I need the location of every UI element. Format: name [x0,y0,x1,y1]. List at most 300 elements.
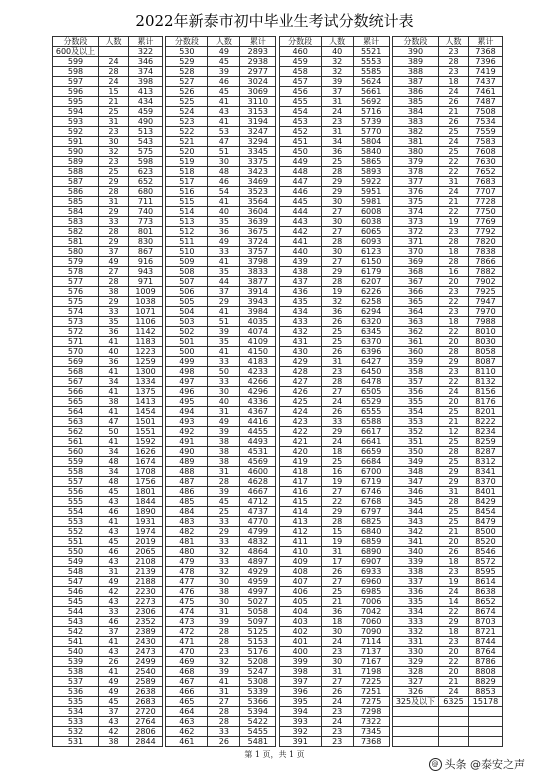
cell-cumulative: 6825 [353,517,389,527]
cell-score-range: 520 [166,147,208,157]
cell-score-range: 506 [166,287,208,297]
cell-count: 41 [208,677,240,687]
cell-score-range: 428 [279,367,321,377]
table-row [279,497,389,507]
cell-score-range: 481 [166,537,208,547]
cell-score-range: 521 [166,137,208,147]
cell-score-range: 510 [166,247,208,257]
cell-cumulative: 6985 [353,587,389,597]
cell-score-range: 442 [279,227,321,237]
table-row [392,67,502,77]
cell-count: 41 [99,337,129,347]
cell-cumulative: 2499 [129,657,163,667]
table-row [279,547,389,557]
table-row [279,427,389,437]
table-row [53,467,163,477]
cell-count: 29 [99,237,129,247]
cell-score-range: 424 [279,407,321,417]
table-row [392,537,502,547]
cell-score-range: 518 [166,167,208,177]
header-score-range: 分数段 [392,37,438,47]
cell-cumulative: 4864 [240,547,276,557]
cell-count: 43 [99,717,129,727]
cell-count: 41 [208,97,240,107]
cell-cumulative: 5176 [240,647,276,657]
cell-count: 29 [321,177,353,187]
table-row [53,267,163,277]
cell-score-range: 334 [392,607,438,617]
table-row [53,407,163,417]
table-row [392,277,502,287]
cell-score-range: 404 [279,607,321,617]
cell-count: 25 [438,127,468,137]
cell-cumulative: 7750 [468,207,502,217]
table-row [392,347,502,357]
cell-cumulative: 575 [129,147,163,157]
cell-count: 19 [438,577,468,587]
cell-score-range: 326 [392,687,438,697]
cell-count: 25 [99,167,129,177]
cell-score-range: 342 [392,527,438,537]
cell-count: 29 [438,477,468,487]
cell-cumulative: 2188 [129,577,163,587]
cell-score-range: 408 [279,567,321,577]
cell-cumulative: 7368 [353,737,389,747]
cell-score-range: 376 [392,187,438,197]
table-row [166,667,276,677]
cell-cumulative: 3024 [240,77,276,87]
cell-count: 26 [438,117,468,127]
table-row [166,607,276,617]
cell-score-range: 599 [53,57,99,67]
table-row [279,317,389,327]
cell-count: 24 [321,107,353,117]
cell-cumulative: 7006 [353,597,389,607]
table-row [166,407,276,417]
cell-count: 32 [208,547,240,557]
cell-count: 32 [99,147,129,157]
table-row [279,57,389,67]
cell-score-range: 551 [53,537,99,547]
cell-score-range: 541 [53,637,99,647]
cell-count: 21 [438,677,468,687]
cell-cumulative: 7902 [468,277,502,287]
cell-count: 47 [208,137,240,147]
cell-count: 46 [208,177,240,187]
cell-cumulative: 6768 [353,497,389,507]
table-row [166,467,276,477]
cell-score-range: 386 [392,87,438,97]
cell-score-range: 549 [53,557,99,567]
cell-cumulative: 2977 [240,67,276,77]
cell-score-range: 389 [392,57,438,67]
table-row [392,257,502,267]
cell-score-range: 441 [279,237,321,247]
cell-score-range: 440 [279,247,321,257]
cell-score-range: 591 [53,137,99,147]
table-row [166,97,276,107]
cell-count: 25 [321,157,353,167]
cell-score-range: 586 [53,187,99,197]
cell-cumulative: 7838 [468,247,502,257]
cell-score-range: 562 [53,427,99,437]
cell-count: 44 [208,277,240,287]
cell-score-range: 457 [279,77,321,87]
cell-count [438,707,468,717]
cell-score-range: 426 [279,387,321,397]
cell-count: 20 [438,537,468,547]
cell-cumulative: 5840 [353,147,389,157]
table-row [392,117,502,127]
table-row [392,187,502,197]
cell-count: 28 [321,517,353,527]
table-row [166,567,276,577]
table-row [166,207,276,217]
cell-count: 48 [208,167,240,177]
cell-count: 25 [321,337,353,347]
table-row [279,457,389,467]
cell-cumulative: 5247 [240,667,276,677]
cell-score-range: 432 [279,327,321,337]
cell-cumulative: 8312 [468,457,502,467]
table-row [53,77,163,87]
cell-count: 36 [321,147,353,157]
cell-cumulative: 1223 [129,347,163,357]
cell-cumulative: 5692 [353,97,389,107]
cell-score-range: 574 [53,307,99,317]
table-row [53,567,163,577]
cell-cumulative: 8786 [468,657,502,667]
cell-count: 37 [99,707,129,717]
cell-cumulative: 7396 [468,57,502,67]
cell-count: 23 [438,67,468,77]
cell-count: 27 [321,207,353,217]
cell-count: 29 [321,507,353,517]
cell-cumulative: 490 [129,117,163,127]
cell-score-range: 540 [53,647,99,657]
header-count: 人数 [208,37,240,47]
cell-cumulative: 3639 [240,217,276,227]
cell-cumulative: 7707 [468,187,502,197]
cell-cumulative: 8853 [468,687,502,697]
cell-count: 22 [438,207,468,217]
cell-score-range: 589 [53,157,99,167]
cell-cumulative: 6478 [353,377,389,387]
table-row [166,717,276,727]
table-row [53,587,163,597]
table-row [279,407,389,417]
table-header-row [166,37,276,47]
cell-cumulative: 1375 [129,387,163,397]
table-row [392,407,502,417]
cell-score-range: 331 [392,637,438,647]
table-row [166,187,276,197]
cell-cumulative: 7988 [468,317,502,327]
cell-score-range: 469 [166,657,208,667]
cell-count: 35 [99,317,129,327]
cell-count: 23 [321,737,353,747]
cell-score-range: 569 [53,357,99,367]
table-row [166,337,276,347]
cell-score-range: 594 [53,107,99,117]
cell-score-range: 377 [392,177,438,187]
table-header-row [53,37,163,47]
cell-cumulative: 5553 [353,57,389,67]
cell-count: 41 [99,407,129,417]
header-cumulative: 累计 [353,37,389,47]
cell-score-range: 413 [279,517,321,527]
cell-count: 28 [99,187,129,197]
table-row [166,657,276,667]
cell-cumulative: 6179 [353,267,389,277]
cell-count: 40 [99,347,129,357]
table-row [166,47,276,57]
cell-score-range: 596 [53,87,99,97]
cell-cumulative: 5922 [353,177,389,187]
table-row [166,677,276,687]
cell-score-range: 367 [392,277,438,287]
cell-score-range: 374 [392,207,438,217]
cell-score-range: 339 [392,557,438,567]
cell-count: 30 [208,387,240,397]
table-row [166,377,276,387]
cell-cumulative: 3943 [240,297,276,307]
cell-cumulative [468,727,502,737]
cell-cumulative: 6396 [353,347,389,357]
table-row [166,417,276,427]
cell-score-range: 501 [166,337,208,347]
score-table-4 [392,36,503,747]
page-footer: 第 1 页，共 1 页 [244,750,305,759]
table-row [392,707,502,717]
cell-cumulative: 4897 [240,557,276,567]
cell-count: 50 [208,367,240,377]
cell-score-range: 507 [166,277,208,287]
cell-cumulative: 2893 [240,47,276,57]
cell-score-range: 448 [279,167,321,177]
cell-score-range: 537 [53,677,99,687]
cell-score-range: 357 [392,377,438,387]
table-row [53,67,163,77]
cell-cumulative: 1454 [129,407,163,417]
table-row [279,507,389,517]
table-row [279,737,389,747]
cell-score-range: 593 [53,117,99,127]
cell-count: 17 [321,557,353,567]
cell-count: 43 [99,597,129,607]
table-row [53,177,163,187]
table-row [279,577,389,587]
table-row [53,427,163,437]
cell-score-range: 557 [53,477,99,487]
cell-cumulative: 4367 [240,407,276,417]
cell-score-range: 378 [392,167,438,177]
table-row [392,687,502,697]
cell-count: 29 [438,467,468,477]
cell-score-range: 414 [279,507,321,517]
cell-score-range: 560 [53,447,99,457]
cell-cumulative: 6093 [353,237,389,247]
cell-count: 19 [321,477,353,487]
table-row [279,477,389,487]
score-table-1 [52,36,163,747]
cell-count: 36 [321,307,353,317]
table-row [166,587,276,597]
table-row [392,577,502,587]
cell-count: 30 [321,627,353,637]
cell-score-range: 517 [166,177,208,187]
table-row [53,317,163,327]
cell-score-range: 496 [166,387,208,397]
cell-score-range: 577 [53,277,99,287]
table-row [392,737,502,747]
cell-cumulative: 7419 [468,67,502,77]
table-row [53,247,163,257]
cell-count [438,727,468,737]
cell-cumulative: 1038 [129,297,163,307]
cell-cumulative: 3523 [240,187,276,197]
table-row [53,127,163,137]
cell-cumulative: 5981 [353,197,389,207]
cell-count: 25 [438,437,468,447]
cell-score-range: 600及以上 [53,47,99,57]
table-row [279,257,389,267]
cell-cumulative: 7487 [468,97,502,107]
cell-cumulative: 6641 [353,437,389,447]
cell-cumulative: 7251 [353,687,389,697]
cell-cumulative: 2389 [129,627,163,637]
cell-count: 25 [438,517,468,527]
cell-score-range: 443 [279,217,321,227]
cell-count: 37 [99,627,129,637]
cell-score-range: 536 [53,687,99,697]
cell-count: 43 [99,557,129,567]
table-row [166,57,276,67]
cell-cumulative: 8638 [468,587,502,597]
cell-score-range: 381 [392,137,438,147]
cell-cumulative: 4109 [240,337,276,347]
cell-score-range: 472 [166,627,208,637]
table-row [279,267,389,277]
cell-cumulative: 6960 [353,577,389,587]
cell-cumulative: 5058 [240,607,276,617]
cell-cumulative: 8808 [468,667,502,677]
cell-score-range: 451 [279,137,321,147]
cell-cumulative: 1674 [129,457,163,467]
cell-count: 28 [99,277,129,287]
cell-cumulative: 1106 [129,317,163,327]
cell-cumulative: 830 [129,237,163,247]
cell-cumulative: 1756 [129,477,163,487]
cell-score-range: 460 [279,47,321,57]
cell-count: 36 [321,607,353,617]
table-row [53,477,163,487]
cell-cumulative: 513 [129,127,163,137]
cell-count: 49 [208,237,240,247]
table-row [279,597,389,607]
cell-count: 29 [99,297,129,307]
table-row [53,687,163,697]
cell-score-range: 336 [392,587,438,597]
table-row [279,607,389,617]
table-row [279,237,389,247]
cell-cumulative: 3833 [240,267,276,277]
table-row [166,67,276,77]
cell-score-range: 515 [166,197,208,207]
table-row [392,287,502,297]
cell-count: 18 [438,77,468,87]
cell-score-range: 516 [166,187,208,197]
table-row [392,417,502,427]
cell-score-range: 553 [53,517,99,527]
cell-score-range: 349 [392,457,438,467]
table-row [392,457,502,467]
cell-count: 35 [208,267,240,277]
cell-count: 45 [99,697,129,707]
cell-count: 37 [321,87,353,97]
cell-count: 6325 [438,697,468,707]
cell-count: 18 [438,557,468,567]
cell-cumulative: 7137 [353,647,389,657]
cell-score-range: 359 [392,357,438,367]
cell-cumulative: 916 [129,257,163,267]
cell-score-range: 366 [392,287,438,297]
cell-cumulative: 5097 [240,617,276,627]
table-row [53,57,163,67]
cell-score-range: 564 [53,407,99,417]
cell-cumulative: 4493 [240,437,276,447]
cell-score-range: 385 [392,97,438,107]
table-row [53,617,163,627]
cell-cumulative: 6684 [353,457,389,467]
cell-score-range: 325及以下 [392,697,438,707]
cell-score-range: 467 [166,677,208,687]
cell-cumulative: 740 [129,207,163,217]
cell-cumulative: 4266 [240,377,276,387]
table-row [279,617,389,627]
cell-score-range: 552 [53,527,99,537]
cell-cumulative: 4628 [240,477,276,487]
cell-count: 31 [208,687,240,697]
cell-count: 25 [321,457,353,467]
table-row [166,257,276,267]
cell-count: 23 [438,567,468,577]
cell-cumulative: 346 [129,57,163,67]
cell-count: 24 [438,587,468,597]
cell-score-range: 458 [279,67,321,77]
cell-count: 41 [208,257,240,267]
cell-score-range: 369 [392,257,438,267]
table-row [166,477,276,487]
cell-score-range: 539 [53,657,99,667]
cell-count: 29 [321,427,353,437]
cell-count: 37 [99,247,129,257]
table-row [166,247,276,257]
cell-count: 30 [321,247,353,257]
cell-count: 25 [438,507,468,517]
cell-score-range: 561 [53,437,99,447]
table-row [279,77,389,87]
table-row [392,157,502,167]
cell-score-range: 559 [53,457,99,467]
cell-score-range: 355 [392,397,438,407]
header-score-range: 分数段 [166,37,208,47]
cell-score-range: 364 [392,307,438,317]
cell-score-range: 409 [279,557,321,567]
cell-count: 49 [208,47,240,57]
cell-cumulative: 6123 [353,247,389,257]
table-row [392,227,502,237]
